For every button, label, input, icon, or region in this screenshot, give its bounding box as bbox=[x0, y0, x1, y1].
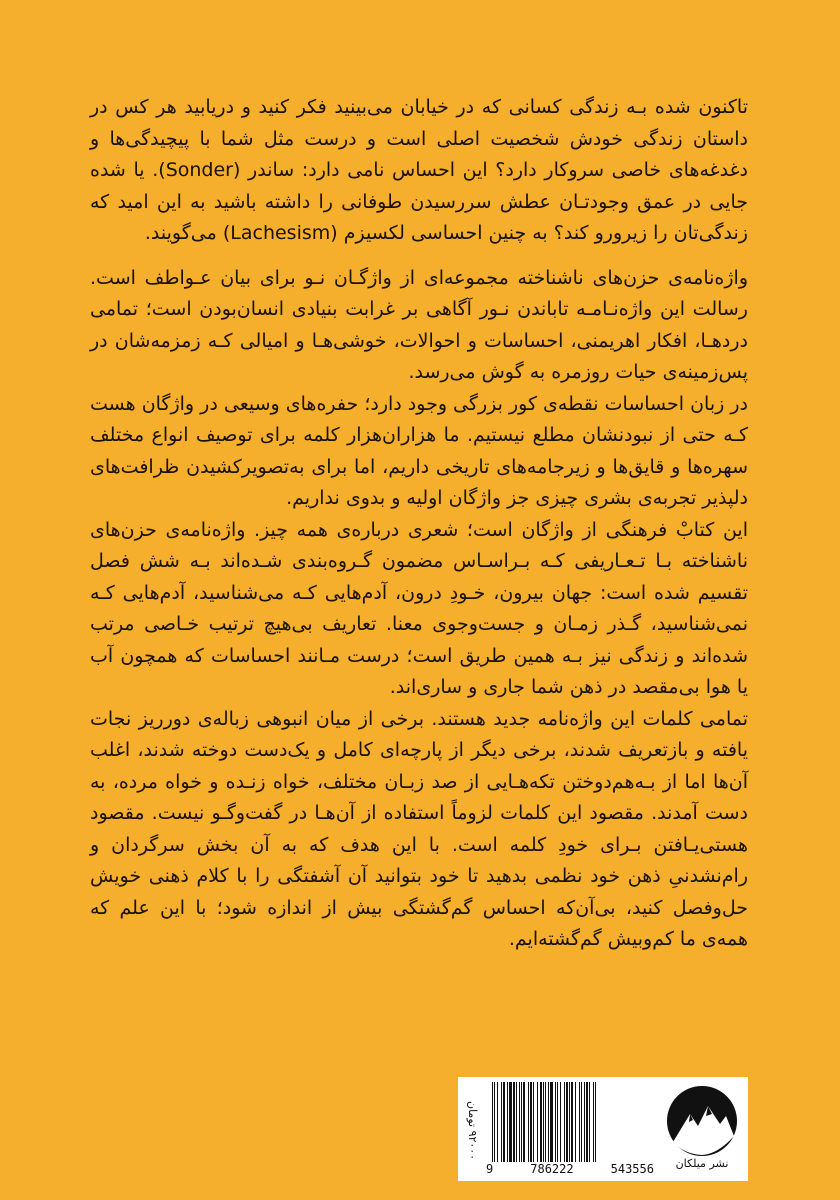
blurb-paragraph-3: در زبان احساسات نقطه‌ی کور بزرگی وجود دارد؛ حفره‌های وسیعی در واژگان هست کـه حتی از نبودنشان مطلع نیستیم. ما هزاران‌هزار کلمه برای توصیف انواع مختلف سهره‌ها و قایق‌ها و زیرجامه‌های تاریخی داریم، اما برای به‌تصویرکشیدن ظرافت‌های دلپذیر تجربه‌ی بشری چیزی جز واژگان اولیه و بدوی نداریم. bbox=[90, 392, 748, 509]
isbn-middle: 786222 bbox=[530, 1162, 574, 1176]
publisher-logo bbox=[660, 1084, 744, 1176]
barcode-icon bbox=[490, 1082, 650, 1162]
blurb-paragraph-4: این کتابْ فرهنگی از واژگان است؛ شعری درباره‌ی همه چیز. واژه‌نامه‌ی حزن‌های ناشناخته بـا تـعـاریفی کـه بـراسـاس مضمون گـروه‌بندی شـده‌اند بـه شش فصل تقسیم شده است: جهان بیرون، خـودِ درون، آدم‌هایی کـه می‌شناسید، آدم‌هایی کـه نمی‌شناسید، گـذر زمـان و جست‌وجوی معنا. تعاریف بی‌هیچ ترتیب خـاصی مرتب شده‌اند و زندگی نیز بـه همین طریق است؛ درست مـانند احساسات که همچون آب یا هوا بی‌مقصد در ذهن شما جاری و ساری‌اند. bbox=[90, 518, 748, 698]
mountain-logo-icon bbox=[660, 1084, 744, 1158]
isbn-number bbox=[486, 1160, 654, 1178]
blurb-paragraph-5: تمامی کلمات این واژه‌نامه جدید هستند. برخی از میان انبوهی زباله‌ی دورریز نجات یافته و بازتعریف شدند، برخی دیگر از پارچه‌ای کامل و یک‌دست دوخته شدند، اغلب آن‌ها اما از بـه‌هم‌دوختن تکه‌هـایی از صد زبـان مختلف، خواه زنـده و خواه مرده، به دست آمدند. مقصود این کلمات لزوماً استفاده از آن‌هـا در گفت‌وگـو نیست. مقصود هستی‌یـافتن بـرای خودِ کلمه است. با این هدف که به آن بخش سرگردان و رام‌نشدنیِ ذهن خود نظمی بدهید تا خود بتوانید آن آشفتگی را با کلام ذهنی خویش حل‌وفصل کنید، بی‌آن‌که احساس گم‌گشتگی بیش از اندازه شود؛ با این علم که همه‌ی ما کم‌وبیش گم‌گشته‌ایم. bbox=[90, 707, 748, 950]
publisher-name: نشر میلکان bbox=[675, 1157, 729, 1170]
isbn-prefix: 9 bbox=[486, 1162, 494, 1176]
isbn-last: 543556 bbox=[610, 1162, 654, 1176]
blurb-paragraph-1: تاکنون شده بـه زندگی کسانی که در خیابان می‌بینید فکر کنید و دریابید هر کس در داستان زندگی خودش شخصیت اصلی است و درست مثل شما با پیچیدگی‌ها و دغدغه‌های خاصی سروکار دارد؟ این احساس نامی دارد: ساندر (Sonder). یا شده جایی در عمق وجودتـان عطش سررسیدن طوفانی را داشته باشید به این امید که زندگی‌تان را زیرورو کند؟ به چنین احساسی لکسیزم (Lachesism) می‌گویند. bbox=[90, 96, 748, 244]
back-cover-blurb bbox=[90, 92, 748, 956]
blurb-paragraph-2: واژه‌نامه‌ی حزن‌های ناشناخته مجموعه‌ای از واژگـان نـو برای بیان عـواطف است. رسالت این واژه‌نـامـه تاباندن نـور آگاهی بر غرابت بنیادی انسان‌بودن است؛ تمامی دردهـا، افکار اهریمنی، احساسات و احوالات، خوشی‌هـا و امیالی کـه زمزمه‌شان در پس‌زمینه‌ی حیات روزمره به گوش می‌رسد. bbox=[90, 266, 748, 383]
price-label: ۹۲۰۰۰ تومان bbox=[466, 1101, 479, 1161]
